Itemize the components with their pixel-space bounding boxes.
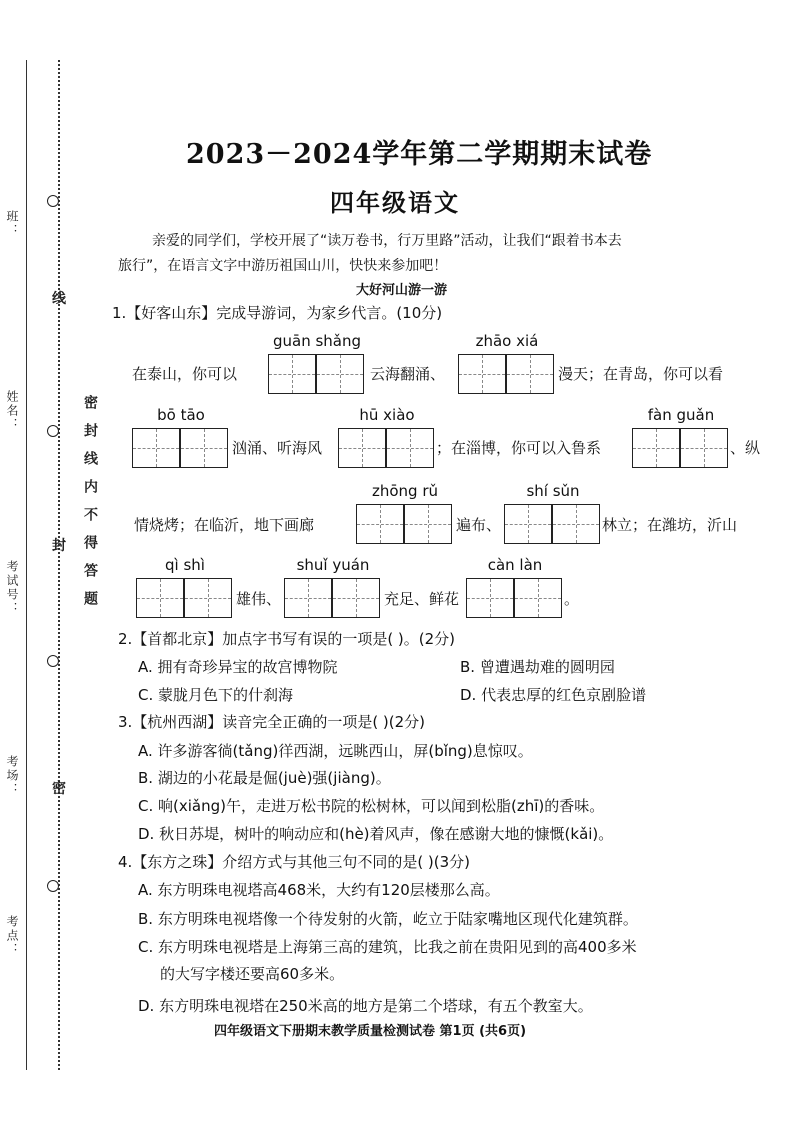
q3-option-a[interactable]: A. 许多游客徜(tǎng)徉西湖，远眺西山，屏(bǐng)息惊叹。 xyxy=(138,742,533,760)
q1-text: 遍布、 xyxy=(456,516,502,534)
char-box[interactable] xyxy=(386,428,434,468)
char-box[interactable] xyxy=(404,504,452,544)
seal-circle xyxy=(47,655,59,667)
char-box[interactable] xyxy=(180,428,228,468)
pinyin-label: zhōng rǔ xyxy=(371,482,439,500)
char-box[interactable] xyxy=(632,428,680,468)
char-box[interactable] xyxy=(466,578,514,618)
char-box[interactable] xyxy=(184,578,232,618)
char-box[interactable] xyxy=(552,504,600,544)
seal-circle xyxy=(47,880,59,892)
seal-char-feng: 封 xyxy=(52,538,66,554)
q4-option-c[interactable]: C. 东方明珠电视塔是上海第三高的建筑，比我之前在贵阳见到的高400多米 xyxy=(138,938,637,956)
q2-option-a[interactable]: A. 拥有奇珍异宝的故宫博物院 xyxy=(138,658,338,676)
char-box[interactable] xyxy=(356,504,404,544)
q2-option-c[interactable]: C. 蒙胧月色下的什刹海 xyxy=(138,686,294,704)
char-box[interactable] xyxy=(332,578,380,618)
pinyin-label: shuǐ yuán xyxy=(296,556,370,574)
q1-text: 充足、鲜花 xyxy=(384,590,460,608)
q2-stem: 2.【首都北京】加点字书写有误的一项是( )。(2分) xyxy=(118,630,456,648)
seal-circle xyxy=(47,425,59,437)
q4-option-d[interactable]: D. 东方明珠电视塔在250米高的地方是第二个塔球，有五个教室大。 xyxy=(138,997,593,1015)
label-kaodian: 考点： xyxy=(5,915,19,957)
seal-dotted-line xyxy=(58,60,60,1070)
q1-text: 情烧烤；在临沂，地下画廊 xyxy=(134,516,315,534)
page-footer: 四年级语文下册期末教学质量检测试卷 第1页 (共6页) xyxy=(214,1024,527,1039)
q3-option-b[interactable]: B. 湖边的小花最是倔(juè)强(jiàng)。 xyxy=(138,769,391,787)
char-box[interactable] xyxy=(132,428,180,468)
q1-text: 林立；在潍坊，沂山 xyxy=(602,516,738,534)
pinyin-label: guān shǎng xyxy=(272,332,362,350)
q3-option-d[interactable]: D. 秋日苏堤，树叶的响动应和(hè)着风声，像在感谢大地的慷慨(kǎi)。 xyxy=(138,825,614,843)
seal-circle xyxy=(47,195,59,207)
q4-option-c-cont: 的大写字楼还要高60多米。 xyxy=(160,965,345,983)
section-title: 大好河山游一游 xyxy=(356,283,448,298)
seal-outer-line xyxy=(26,60,27,1070)
q1-text: 在泰山，你可以 xyxy=(132,365,238,383)
q4-stem: 4.【东方之珠】介绍方式与其他三句不同的是( )(3分) xyxy=(118,853,471,871)
q3-stem: 3.【杭州西湖】读音完全正确的一项是( )(2分) xyxy=(118,713,426,731)
q1-text: 漫天；在青岛，你可以看 xyxy=(558,365,724,383)
q1-text: 雄伟、 xyxy=(236,590,282,608)
intro-line-1: 亲爱的同学们，学校开展了“读万卷书，行万里路”活动，让我们“跟着书本去 xyxy=(152,233,622,249)
label-kaoshihao: 考试号： xyxy=(5,560,19,616)
q1-text: 汹涌、听海风 xyxy=(232,439,323,457)
seal-char-mi: 密 xyxy=(52,781,66,797)
pinyin-label: qì shì xyxy=(165,556,205,574)
q3-option-c[interactable]: C. 响(xiǎng)午，走进万松书院的松树林，可以闻到松脂(zhī)的香味。 xyxy=(138,797,605,815)
pinyin-label: càn làn xyxy=(487,556,543,574)
char-box[interactable] xyxy=(504,504,552,544)
pinyin-label: bō tāo xyxy=(157,406,205,424)
q2-option-d[interactable]: D. 代表忠厚的红色京剧脸谱 xyxy=(460,686,647,704)
q1-text: 、纵 xyxy=(730,439,761,457)
intro-line-2: 旅行”，在语言文字中游历祖国山川，快快来参加吧！ xyxy=(118,258,448,274)
label-xingming: 姓名： xyxy=(5,390,19,432)
q4-option-a[interactable]: A. 东方明珠电视塔高468米，大约有120层楼那么高。 xyxy=(138,881,500,899)
pinyin-label: hū xiào xyxy=(359,406,415,424)
char-box[interactable] xyxy=(506,354,554,394)
char-box[interactable] xyxy=(284,578,332,618)
char-box[interactable] xyxy=(338,428,386,468)
seal-char-xian: 线 xyxy=(52,291,66,307)
char-box[interactable] xyxy=(316,354,364,394)
pinyin-label: fàn guǎn xyxy=(647,406,715,424)
q1-text: 。 xyxy=(564,590,580,608)
char-box[interactable] xyxy=(458,354,506,394)
q4-option-b[interactable]: B. 东方明珠电视塔像一个待发射的火箭，屹立于陆家嘴地区现代化建筑群。 xyxy=(138,910,638,928)
exam-title: 2023－2024学年第二学期期末试卷 xyxy=(186,139,653,170)
exam-subtitle: 四年级语文 xyxy=(330,188,460,217)
seal-warning: 密封线内不得答题 xyxy=(82,395,98,619)
q2-option-b[interactable]: B. 曾遭遇劫难的圆明园 xyxy=(460,658,615,676)
label-banji: 班： xyxy=(5,210,19,238)
char-box[interactable] xyxy=(680,428,728,468)
q1-stem: 1.【好客山东】完成导游词，为家乡代言。(10分) xyxy=(112,304,443,322)
label-kaochang: 考场： xyxy=(5,755,19,797)
pinyin-label: shí sǔn xyxy=(526,482,580,500)
q1-text: 云海翻涌、 xyxy=(370,365,446,383)
pinyin-label: zhāo xiá xyxy=(475,332,539,350)
char-box[interactable] xyxy=(268,354,316,394)
q1-text: ；在淄博，你可以入鲁系 xyxy=(436,439,602,457)
char-box[interactable] xyxy=(136,578,184,618)
char-box[interactable] xyxy=(514,578,562,618)
